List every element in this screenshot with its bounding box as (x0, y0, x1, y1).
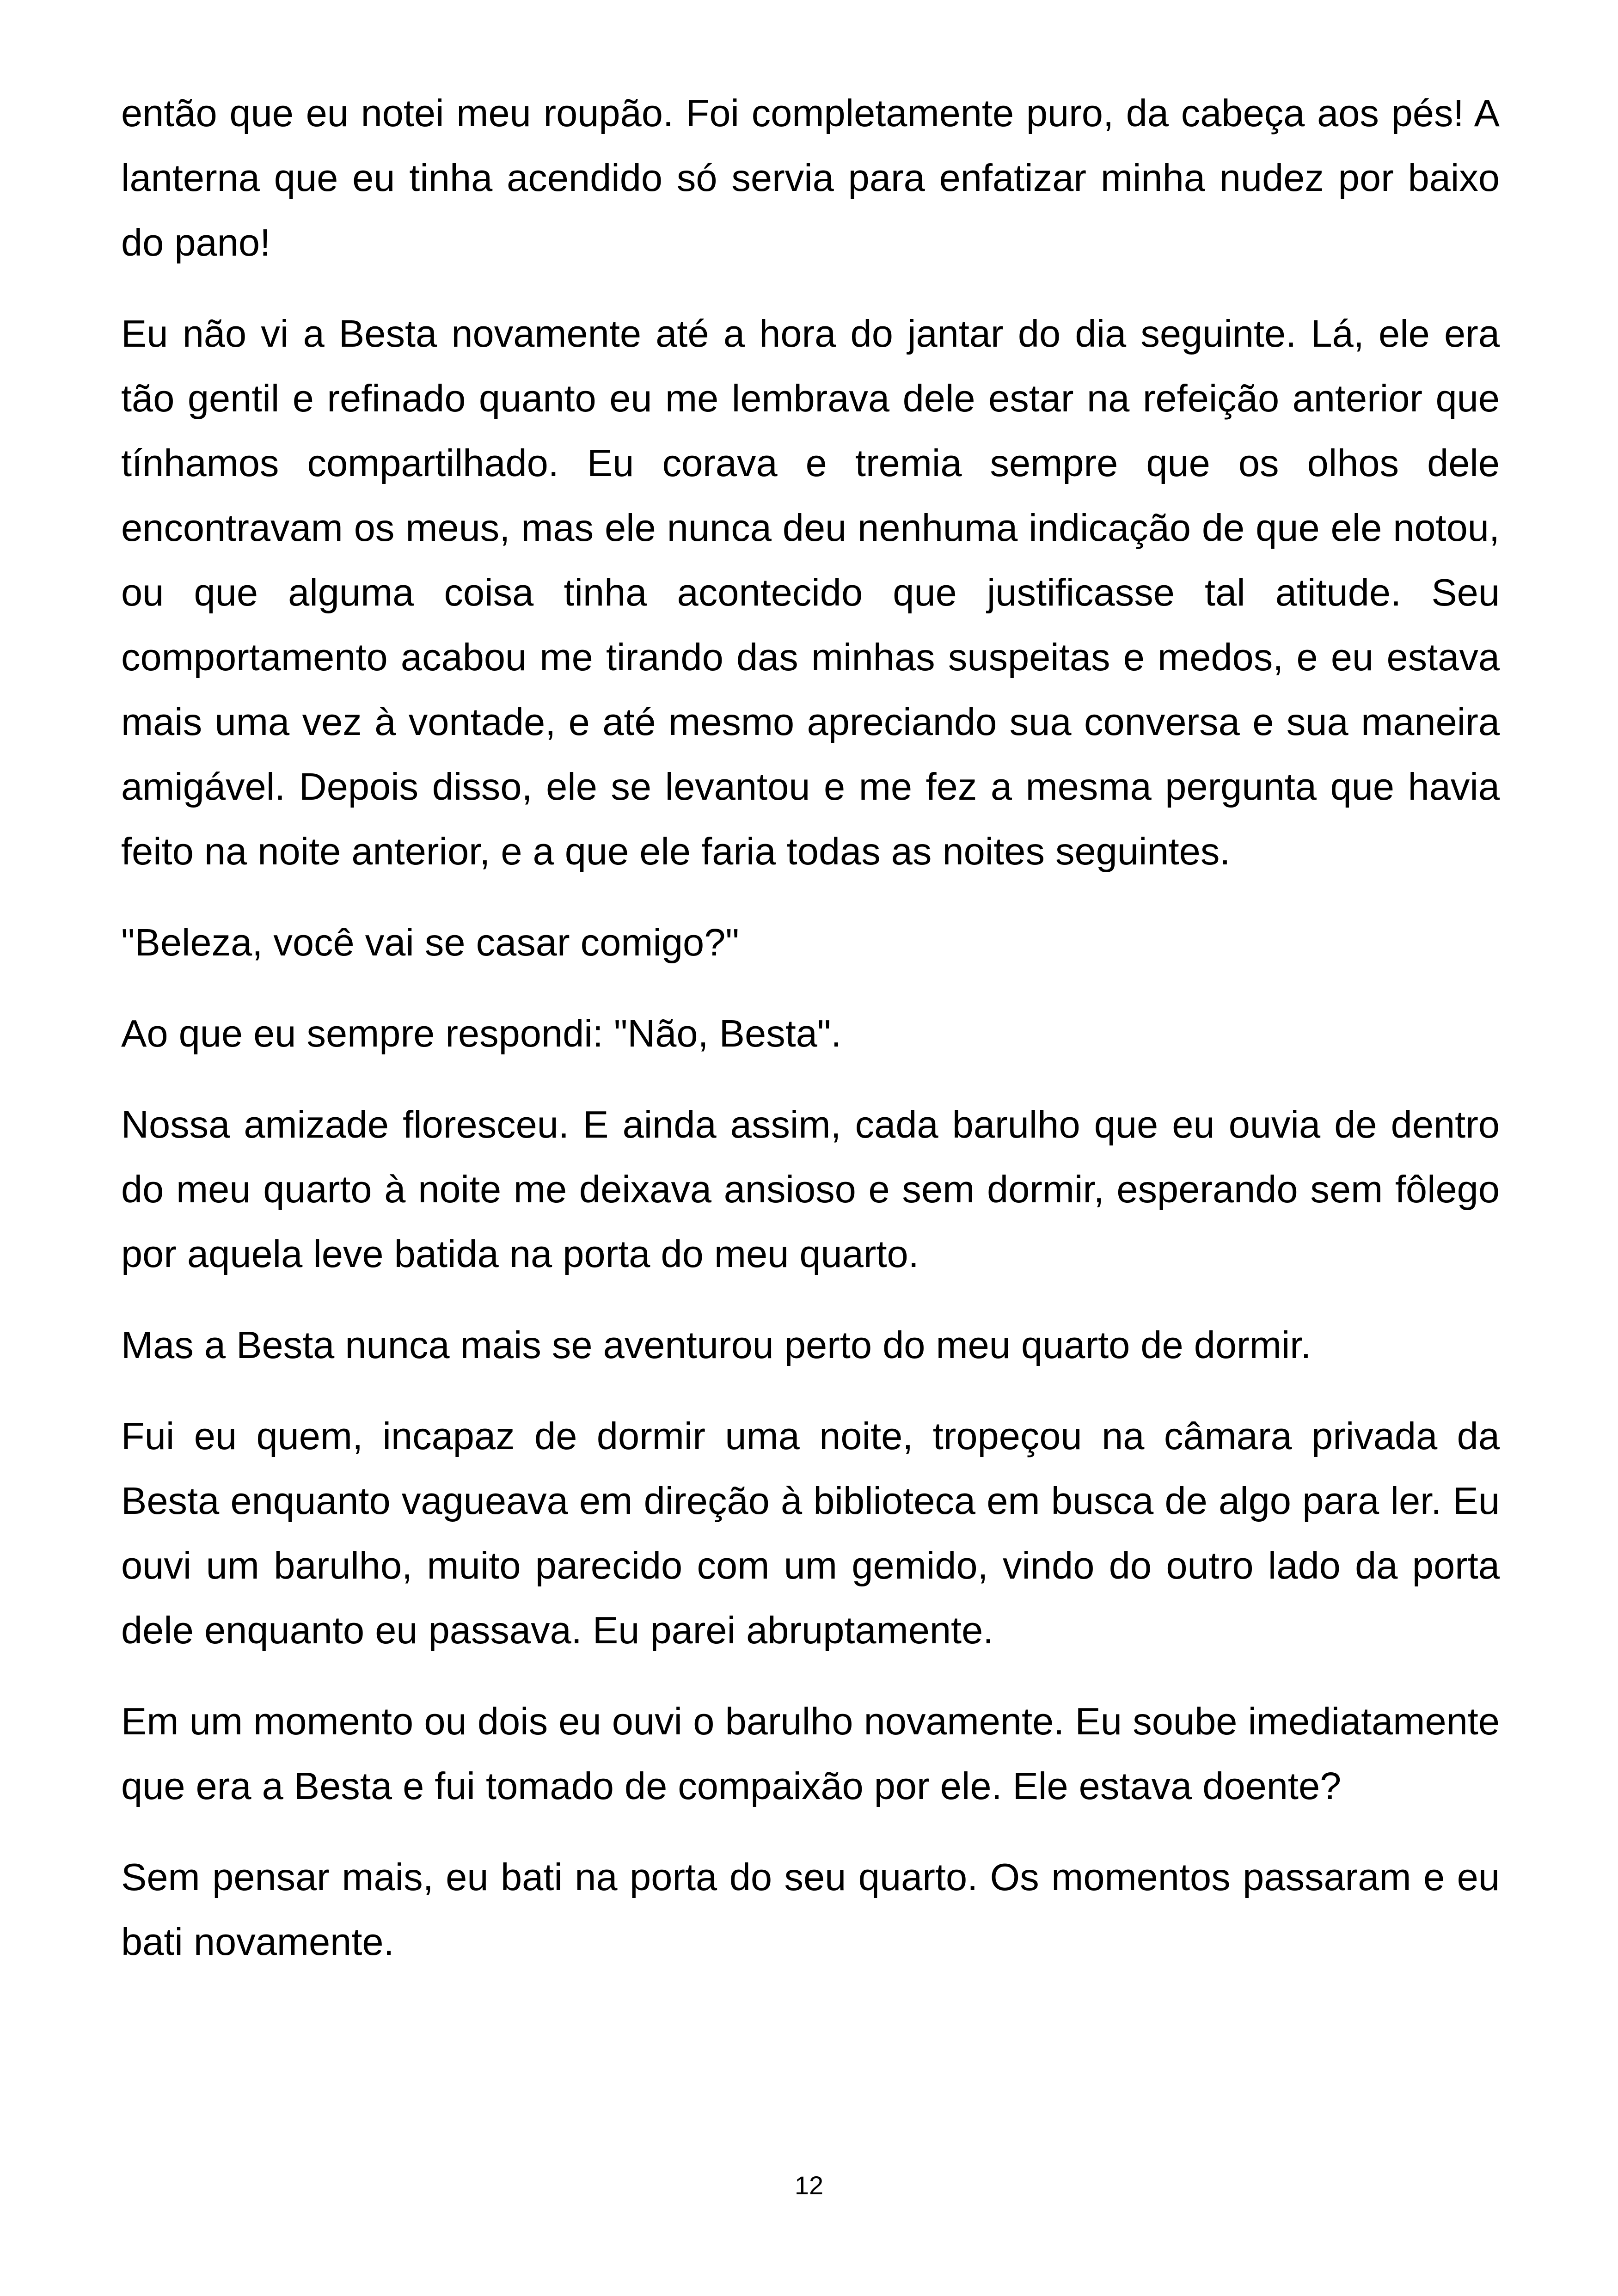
page-number: 12 (794, 2171, 824, 2200)
paragraph-7: Fui eu quem, incapaz de dormir uma noite, tropeçou na câmara privada da Besta enquanto vagueava em direção à biblioteca em busca de algo para ler. Eu ouvi um barulho, muito parecido com um gemido, vindo do outro lado da porta dele enquanto eu passava. Eu parei abruptamente. (121, 1414, 1500, 1652)
page-body (121, 81, 1500, 2207)
paragraph-9: Sem pensar mais, eu bati na porta do seu quarto. Os momentos passaram e eu bati novamente. (121, 1855, 1500, 1963)
paragraph-3: "Beleza, você vai se casar comigo?" (121, 921, 739, 964)
paragraph-1: então que eu notei meu roupão. Foi completamente puro, da cabeça aos pés! A lanterna que eu tinha acendido só servia para enfatizar minha nudez por baixo do pano! (121, 92, 1500, 264)
paragraph-5: Nossa amizade floresceu. E ainda assim, cada barulho que eu ouvia de dentro do meu quarto à noite me deixava ansioso e sem dormir, esperando sem fôlego por aquela leve batida na porta do meu quarto. (121, 1103, 1500, 1275)
paragraph-4: Ao que eu sempre respondi: "Não, Besta". (121, 1012, 842, 1055)
paragraph-2: Eu não vi a Besta novamente até a hora do jantar do dia seguinte. Lá, ele era tão gentil e refinado quanto eu me lembrava dele estar na refeição anterior que tínhamos compartilhado. Eu corava e tremia sempre que os olhos dele encontravam os meus, mas ele nunca deu nenhuma indicação de que ele notou, ou que alguma coisa tinha acontecido que justificasse tal atitude. Seu comportamento acabou me tirando das minhas suspeitas e medos, e eu estava mais uma vez à vontade, e até mesmo apreciando sua conversa e sua maneira amigável. Depois disso, ele se levantou e me fez a mesma pergunta que havia feito na noite anterior, e a que ele faria todas as noites seguintes. (121, 312, 1500, 873)
paragraph-6: Mas a Besta nunca mais se aventurou perto do meu quarto de dormir. (121, 1323, 1312, 1366)
paragraph-8: Em um momento ou dois eu ouvi o barulho novamente. Eu soube imediatamente que era a Besta e fui tomado de compaixão por ele. Ele estava doente? (121, 1700, 1500, 1807)
